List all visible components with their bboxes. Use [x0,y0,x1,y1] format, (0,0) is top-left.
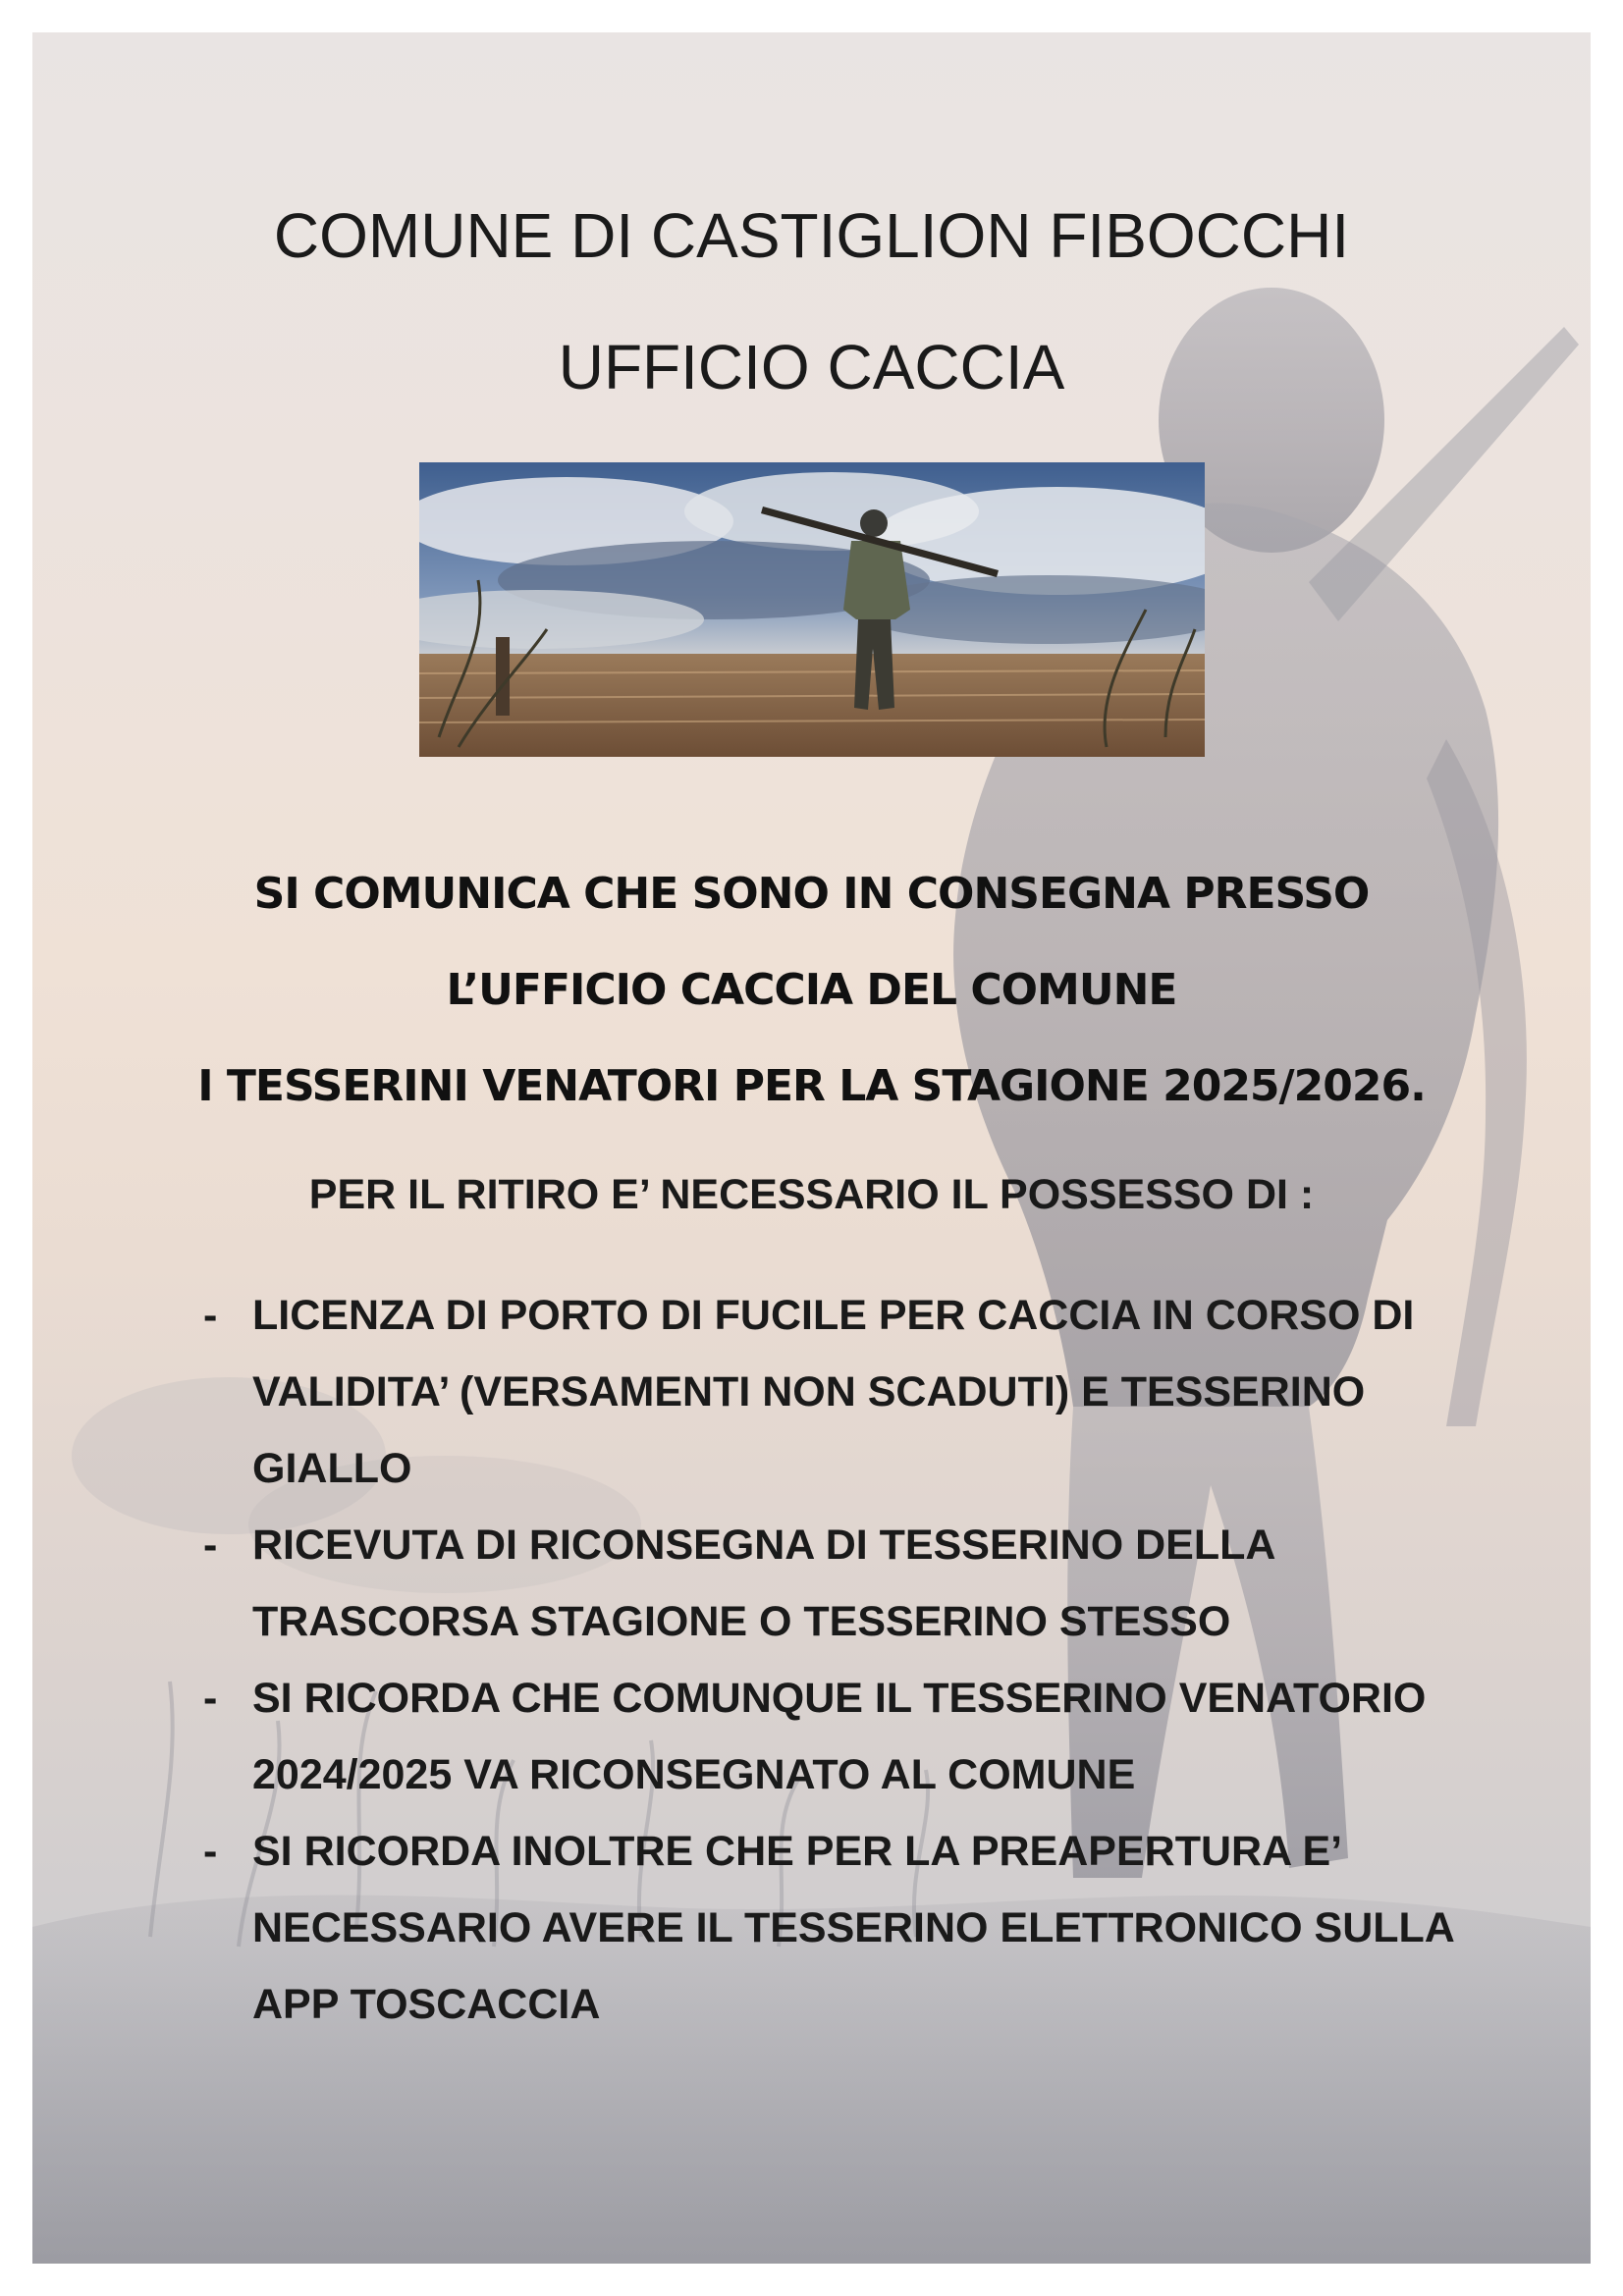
office-title: UFFICIO CACCIA [558,332,1065,402]
list-item [32,1507,1591,1660]
list-item [32,1660,1591,1813]
list-item [32,1277,1591,1507]
bullet-dash: - [203,1675,218,1722]
requirements-intro: PER IL RITIRO E’ NECESSARIO IL POSSESSO DI : [308,1171,1315,1218]
requirement-text: RICEVUTA DI RICONSEGNA DI TESSERINO DELLA TRASCORSA STAGIONE O TESSERINO STESSO [252,1522,1274,1645]
municipality-title: COMUNE DI CASTIGLION FIBOCCHI [273,200,1350,271]
requirements-list [32,1277,1591,2043]
hunter-photo [419,462,1205,757]
announcement-line-2: L’UFFICIO CACCIA DEL COMUNE [446,965,1177,1015]
announcement-line-1: SI COMUNICA CHE SONO IN CONSEGNA PRESSO [253,869,1370,919]
requirement-text: LICENZA DI PORTO DI FUCILE PER CACCIA IN CORSO DI VALIDITA’ (VERSAMENTI NON SCADUTI) E TESSERINO GIALLO [252,1292,1415,1492]
poster [32,32,1591,2264]
bullet-dash: - [203,1828,218,1875]
bullet-dash: - [203,1292,218,1339]
list-item [32,1813,1591,2043]
requirement-text: SI RICORDA CHE COMUNQUE IL TESSERINO VENATORIO 2024/2025 VA RICONSEGNATO AL COMUNE [252,1675,1427,1798]
announcement-line-3: I TESSERINI VENATORI PER LA STAGIONE 2025/2026. [197,1061,1426,1111]
requirement-text: SI RICORDA INOLTRE CHE PER LA PREAPERTURA E’ NECESSARIO AVERE IL TESSERINO ELETTRONICO SULLA APP TOSCACCIA [252,1828,1454,2028]
bullet-dash: - [203,1522,218,1569]
